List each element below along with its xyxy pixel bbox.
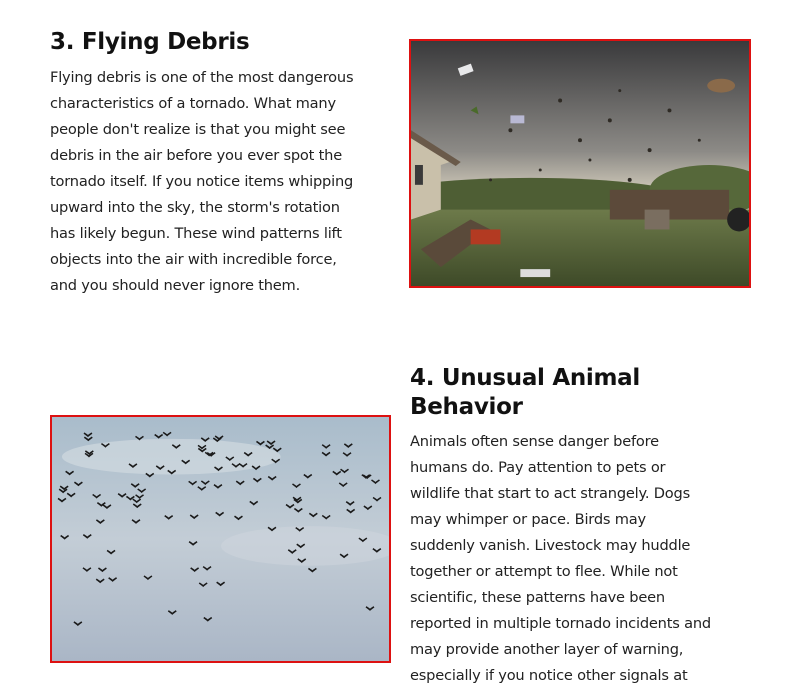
section-heading-flying-debris: 3. Flying Debris bbox=[50, 29, 250, 55]
text-line: objects into the air with incredible force, bbox=[50, 251, 337, 268]
section-heading-unusual-animal-behavior bbox=[410, 364, 640, 422]
text-line: may provide another layer of warning, bbox=[410, 641, 684, 658]
text-line: upward into the sky, the storm's rotation bbox=[50, 199, 340, 216]
unusual-animal-behavior-paragraph bbox=[410, 429, 711, 689]
text-line: may whimper or pace. Birds may bbox=[410, 511, 646, 528]
text-line: suddenly vanish. Livestock may huddle bbox=[410, 537, 691, 554]
text-line: humans do. Pay attention to pets or bbox=[410, 459, 666, 476]
flying-debris-paragraph bbox=[50, 65, 353, 299]
text-line: tornado itself. If you notice items whipping bbox=[50, 173, 354, 190]
text-line: Animals often sense danger before bbox=[410, 433, 659, 450]
text-line: debris in the air before you ever spot the bbox=[50, 147, 342, 164]
text-line: reported in multiple tornado incidents and bbox=[410, 615, 711, 632]
flying-debris-image bbox=[409, 39, 751, 288]
heading-line: Behavior bbox=[410, 394, 523, 420]
heading-line: 4. Unusual Animal bbox=[410, 365, 640, 391]
text-line: has likely begun. These wind patterns lift bbox=[50, 225, 342, 242]
text-line: especially if you notice other signals at bbox=[410, 667, 688, 684]
text-line: wildlife that start to act strangely. Dogs bbox=[410, 485, 690, 502]
text-line: people don't realize is that you might see bbox=[50, 121, 346, 138]
text-line: scientific, these patterns have been bbox=[410, 589, 665, 606]
text-line: and you should never ignore them. bbox=[50, 277, 301, 294]
text-line: together or attempt to flee. While not bbox=[410, 563, 678, 580]
text-line: Flying debris is one of the most dangerous bbox=[50, 69, 354, 86]
birds-flock-image bbox=[50, 415, 391, 663]
text-line: characteristics of a tornado. What many bbox=[50, 95, 336, 112]
